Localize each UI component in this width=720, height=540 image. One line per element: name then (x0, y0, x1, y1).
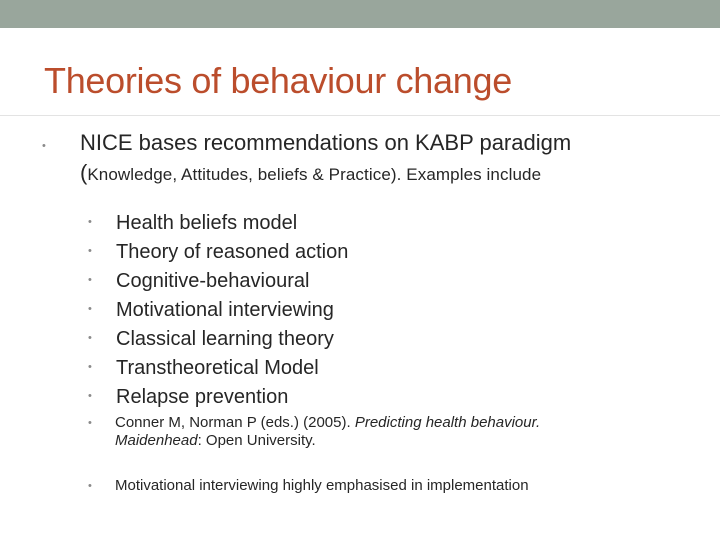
bullet-icon: • (88, 216, 92, 228)
bullet-icon: • (88, 245, 92, 257)
reference-publisher: : Open University. (197, 432, 316, 449)
main-point-line2: Knowledge, Attitudes, beliefs & Practice). Examples include (87, 165, 542, 184)
top-color-band (0, 0, 720, 28)
example-item: Motivational interviewing (116, 299, 334, 321)
implementation-note: Motivational interviewing highly emphasised in implementation (115, 477, 529, 494)
example-item: Cognitive-behavioural (116, 270, 310, 292)
reference-authors: Conner M, Norman P (eds.) (2005). (115, 414, 351, 431)
bullet-icon: • (88, 361, 92, 373)
main-point-line1: NICE bases recommendations on KABP paradigm (80, 130, 572, 155)
example-item: Theory of reasoned action (116, 241, 349, 263)
reference-place: Maidenhead (115, 432, 198, 449)
example-item: Transtheoretical Model (116, 357, 319, 379)
example-item: Classical learning theory (116, 328, 334, 350)
bullet-icon: • (88, 332, 92, 344)
bullet-icon: • (88, 417, 92, 429)
example-item: Relapse prevention (116, 386, 289, 408)
title-divider (0, 115, 720, 116)
example-item: Health beliefs model (116, 212, 298, 234)
slide-title: Theories of behaviour change (44, 60, 512, 101)
bullet-icon: • (88, 480, 92, 492)
bullet-icon: • (88, 390, 92, 402)
main-point (80, 128, 700, 190)
bullet-icon: • (88, 303, 92, 315)
reference (115, 414, 675, 450)
reference-book-title: Predicting health behaviour. (354, 414, 541, 431)
bullet-icon: • (42, 140, 46, 152)
bullet-icon: • (88, 274, 92, 286)
main-point-paren: ( (80, 160, 88, 185)
